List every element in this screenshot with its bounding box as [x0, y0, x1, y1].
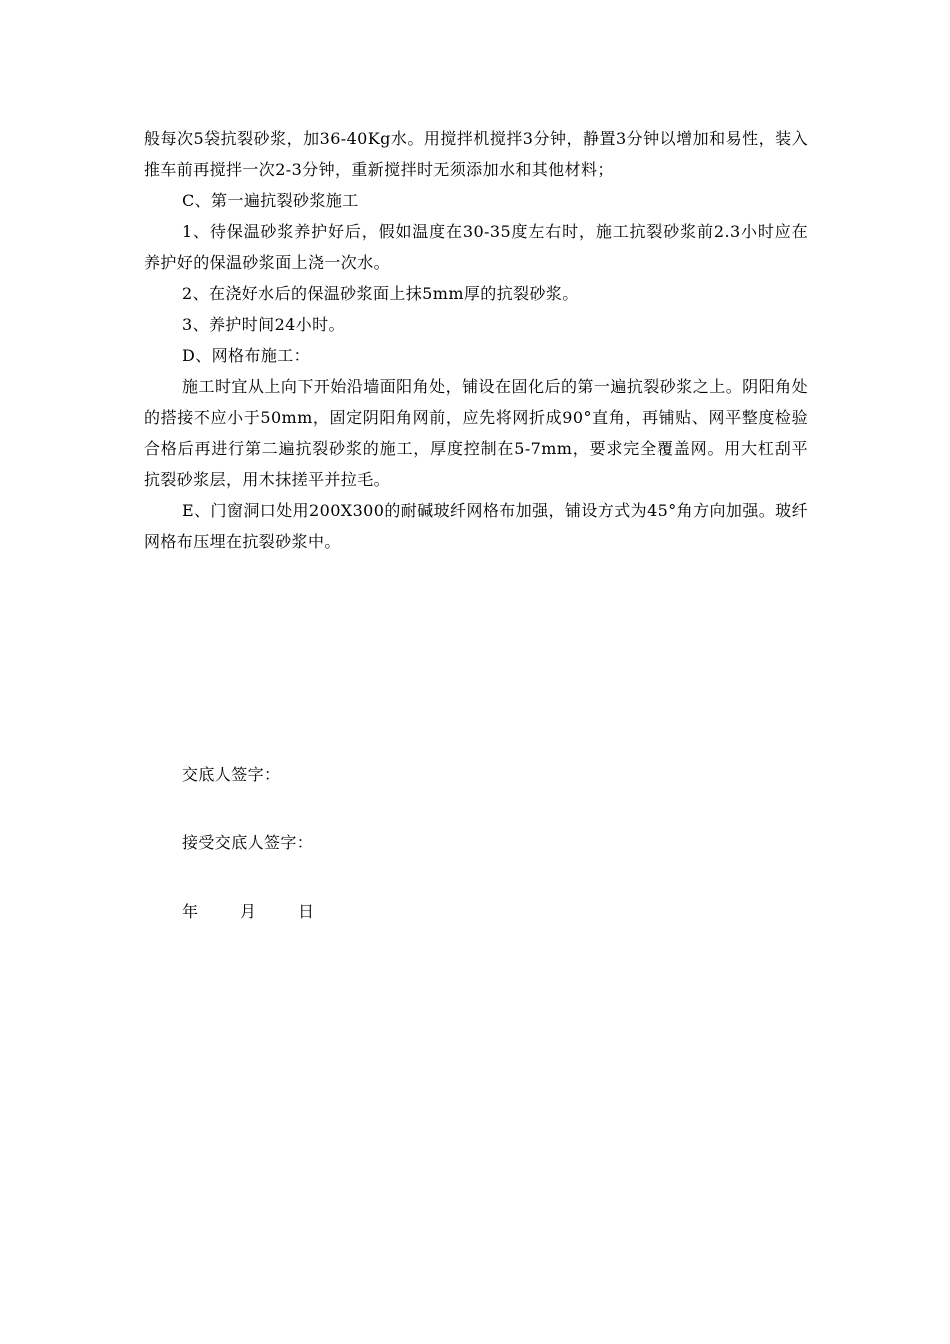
date-month-label: 月: [240, 902, 257, 921]
paragraph-mixing-instructions: 般每次5袋抗裂砂浆，加36-40Kg水。用搅拌机搅拌3分钟，静置3分钟以增加和易性，装入推车前再搅拌一次2-3分钟，重新搅拌时无须添加水和其他材料；: [144, 129, 808, 179]
paragraph-door-window-reinforcement: E、门窗洞口处用200X300的耐碱玻纤网格布加强，铺设方式为45°角方向加强。玻纤网格布压埋在抗裂砂浆中。: [144, 501, 808, 551]
paragraph-mesh-instructions: 施工时宜从上向下开始沿墙面阳角处，铺设在固化后的第一遍抗裂砂浆之上。阴阳角处的搭接不应小于50mm，固定阴阳角网前，应先将网折成90°直角，再铺贴、网平整度检验合格后再进行第二遍抗裂砂浆的施工，厚度控制在5-7mm，要求完全覆盖网。用大杠刮平抗裂砂浆层，用木抹搓平并拉毛。: [144, 377, 808, 489]
signature-giver-label: 交底人签字：: [182, 765, 281, 784]
date-year-label: 年: [182, 902, 199, 921]
heading-mesh-construction: D、网格布施工：: [182, 346, 311, 365]
paragraph-step-3-curing: 3、养护时间24小时。: [182, 315, 345, 334]
heading-first-mortar-coat: C、第一遍抗裂砂浆施工: [182, 191, 359, 210]
signature-receiver-label: 接受交底人签字：: [182, 833, 314, 852]
date-day-label: 日: [298, 902, 315, 921]
document-body: [144, 123, 808, 557]
signature-date-row: [182, 902, 314, 922]
paragraph-step-2-plastering: 2、在浇好水后的保温砂浆面上抹5mm厚的抗裂砂浆。: [182, 284, 579, 303]
paragraph-step-1-watering: 1、待保温砂浆养护好后，假如温度在30-35度左右时，施工抗裂砂浆前2.3小时应在养护好的保温砂浆面上浇一次水。: [144, 222, 808, 272]
